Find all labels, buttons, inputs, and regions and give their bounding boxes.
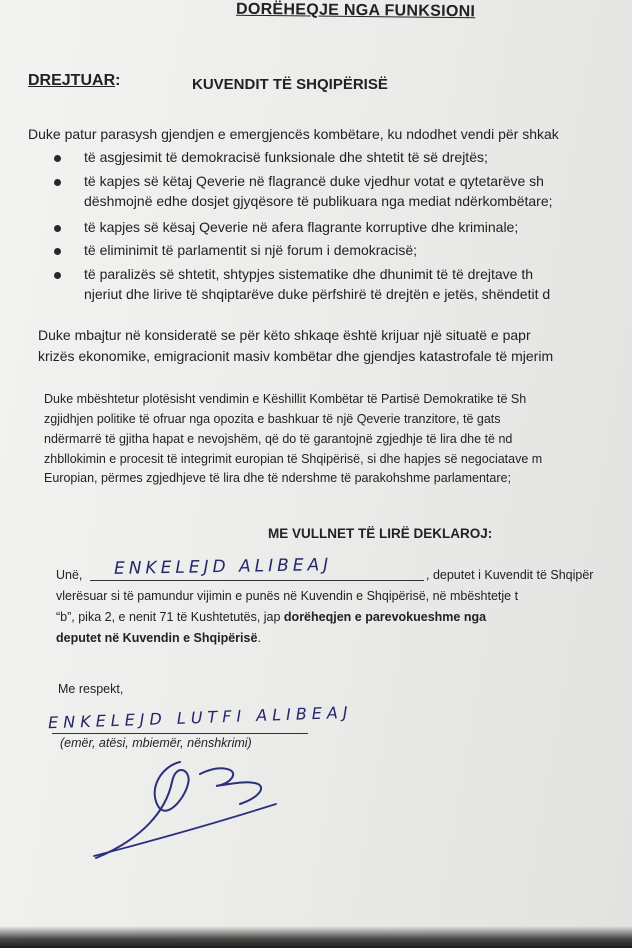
bullet-item-5-line-2: njeriut dhe lirive të shqiptarëve duke përfshirë të drejtën e jetës, shëndetit d bbox=[84, 286, 551, 302]
bullet-item-2-line-2: dëshmojnë edhe dosjet gjyqësore të publikuara nga mediat ndërkombëtare; bbox=[84, 193, 553, 209]
addressed-label-text: DREJTUAR bbox=[28, 72, 116, 89]
bullet-item-4: të eliminimit të parlamentit si një forum i demokracisë; bbox=[84, 242, 418, 258]
handwritten-signature bbox=[80, 740, 300, 870]
page-bottom-shadow bbox=[0, 926, 632, 948]
consideration-paragraph-line-2: krizës ekonomike, emigracionit masiv kombëtar dhe gjendjes katastrofale të mjerim bbox=[38, 348, 554, 364]
bullet-dot bbox=[54, 248, 61, 255]
bullet-dot bbox=[54, 225, 61, 232]
bullet-dot bbox=[54, 155, 61, 162]
statement-line-4-bold: deputet në Kuvendin e Shqipërisë bbox=[56, 631, 258, 645]
bullet-dot bbox=[54, 179, 61, 186]
signature-fill-line bbox=[52, 733, 308, 734]
statement-line-4 bbox=[56, 629, 261, 648]
statement-line-3 bbox=[56, 608, 486, 627]
statement-prefix: Unë, bbox=[56, 568, 83, 582]
name-fill-line bbox=[90, 580, 424, 581]
statement-line-4-end: . bbox=[257, 631, 261, 645]
addressed-label bbox=[28, 72, 120, 90]
declaration-heading: ME VULLNET TË LIRË DEKLAROJ: bbox=[268, 526, 493, 541]
statement-line-3-plain: “b”, pika 2, e nenit 71 të Kushtetutës, jap bbox=[56, 610, 284, 624]
bullet-dot bbox=[54, 272, 61, 279]
statement-line-3-bold: dorëheqjen e parevokueshme nga bbox=[283, 610, 487, 624]
consideration-paragraph-line-1: Duke mbajtur në konsideratë se për këto shkaqe është krijuar një situatë e papr bbox=[38, 327, 531, 343]
handwritten-full-name: ENKELEJD LUTFI ALIBEAJ bbox=[47, 702, 353, 733]
support-paragraph-line-5: Europian, përmes zgjedhjeve të lira dhe të ndershme të parakohshme parlamentare; bbox=[44, 471, 511, 485]
statement-line-2: vlerësuar si të pamundur vijimin e punës në Kuvendin e Shqipërisë, në mbështetje t bbox=[56, 589, 519, 603]
intro-paragraph: Duke patur parasysh gjendjen e emergjencës kombëtare, ku ndodhet vendi për shkak bbox=[28, 126, 559, 142]
signature-caption: (emër, atësi, mbiemër, nënshkrimi) bbox=[60, 736, 252, 750]
statement-after-name: , deputet i Kuvendit të Shqipër bbox=[426, 568, 594, 582]
bullet-item-3: të kapjes së kësaj Qeverie në afera flagrante korruptive dhe kriminale; bbox=[84, 219, 519, 235]
addressed-label-colon: : bbox=[115, 72, 121, 89]
handwritten-name: ENKELEJD ALIBEAJ bbox=[113, 555, 333, 579]
bullet-item-1: të asgjesimit të demokracisë funksionale dhe shtetit të së drejtës; bbox=[84, 149, 488, 165]
support-paragraph-line-4: zhbllokimin e procesit të integrimit europian të Shqipërisë, si dhe hapjes së negociatave m bbox=[44, 452, 543, 466]
support-paragraph-line-2: zgjidhjen politike të ofruar nga opozita e bashkuar të një Qeverie tranzitore, të gats bbox=[44, 412, 501, 426]
support-paragraph-line-3: ndërmarrë të gjitha hapat e nevojshëm, që do të garantojnë zgjedhje të lira dhe të nd bbox=[44, 432, 513, 446]
bullet-item-2-line-1: të kapjes së këtaj Qeverie në flagrancë duke vjedhur votat e qytetarëve sh bbox=[84, 173, 544, 189]
document-title: DORËHEQJE NGA FUNKSIONI bbox=[235, 0, 476, 21]
addressed-recipient: KUVENDIT TË SHQIPËRISË bbox=[192, 76, 388, 93]
bullet-item-5-line-1: të paralizës së shtetit, shtypjes sistematike dhe dhunimit të të drejtave th bbox=[84, 266, 534, 282]
closing-salutation: Me respekt, bbox=[58, 682, 124, 696]
support-paragraph-line-1: Duke mbështetur plotësisht vendimin e Këshillit Kombëtar të Partisë Demokratike të Sh bbox=[44, 392, 527, 406]
